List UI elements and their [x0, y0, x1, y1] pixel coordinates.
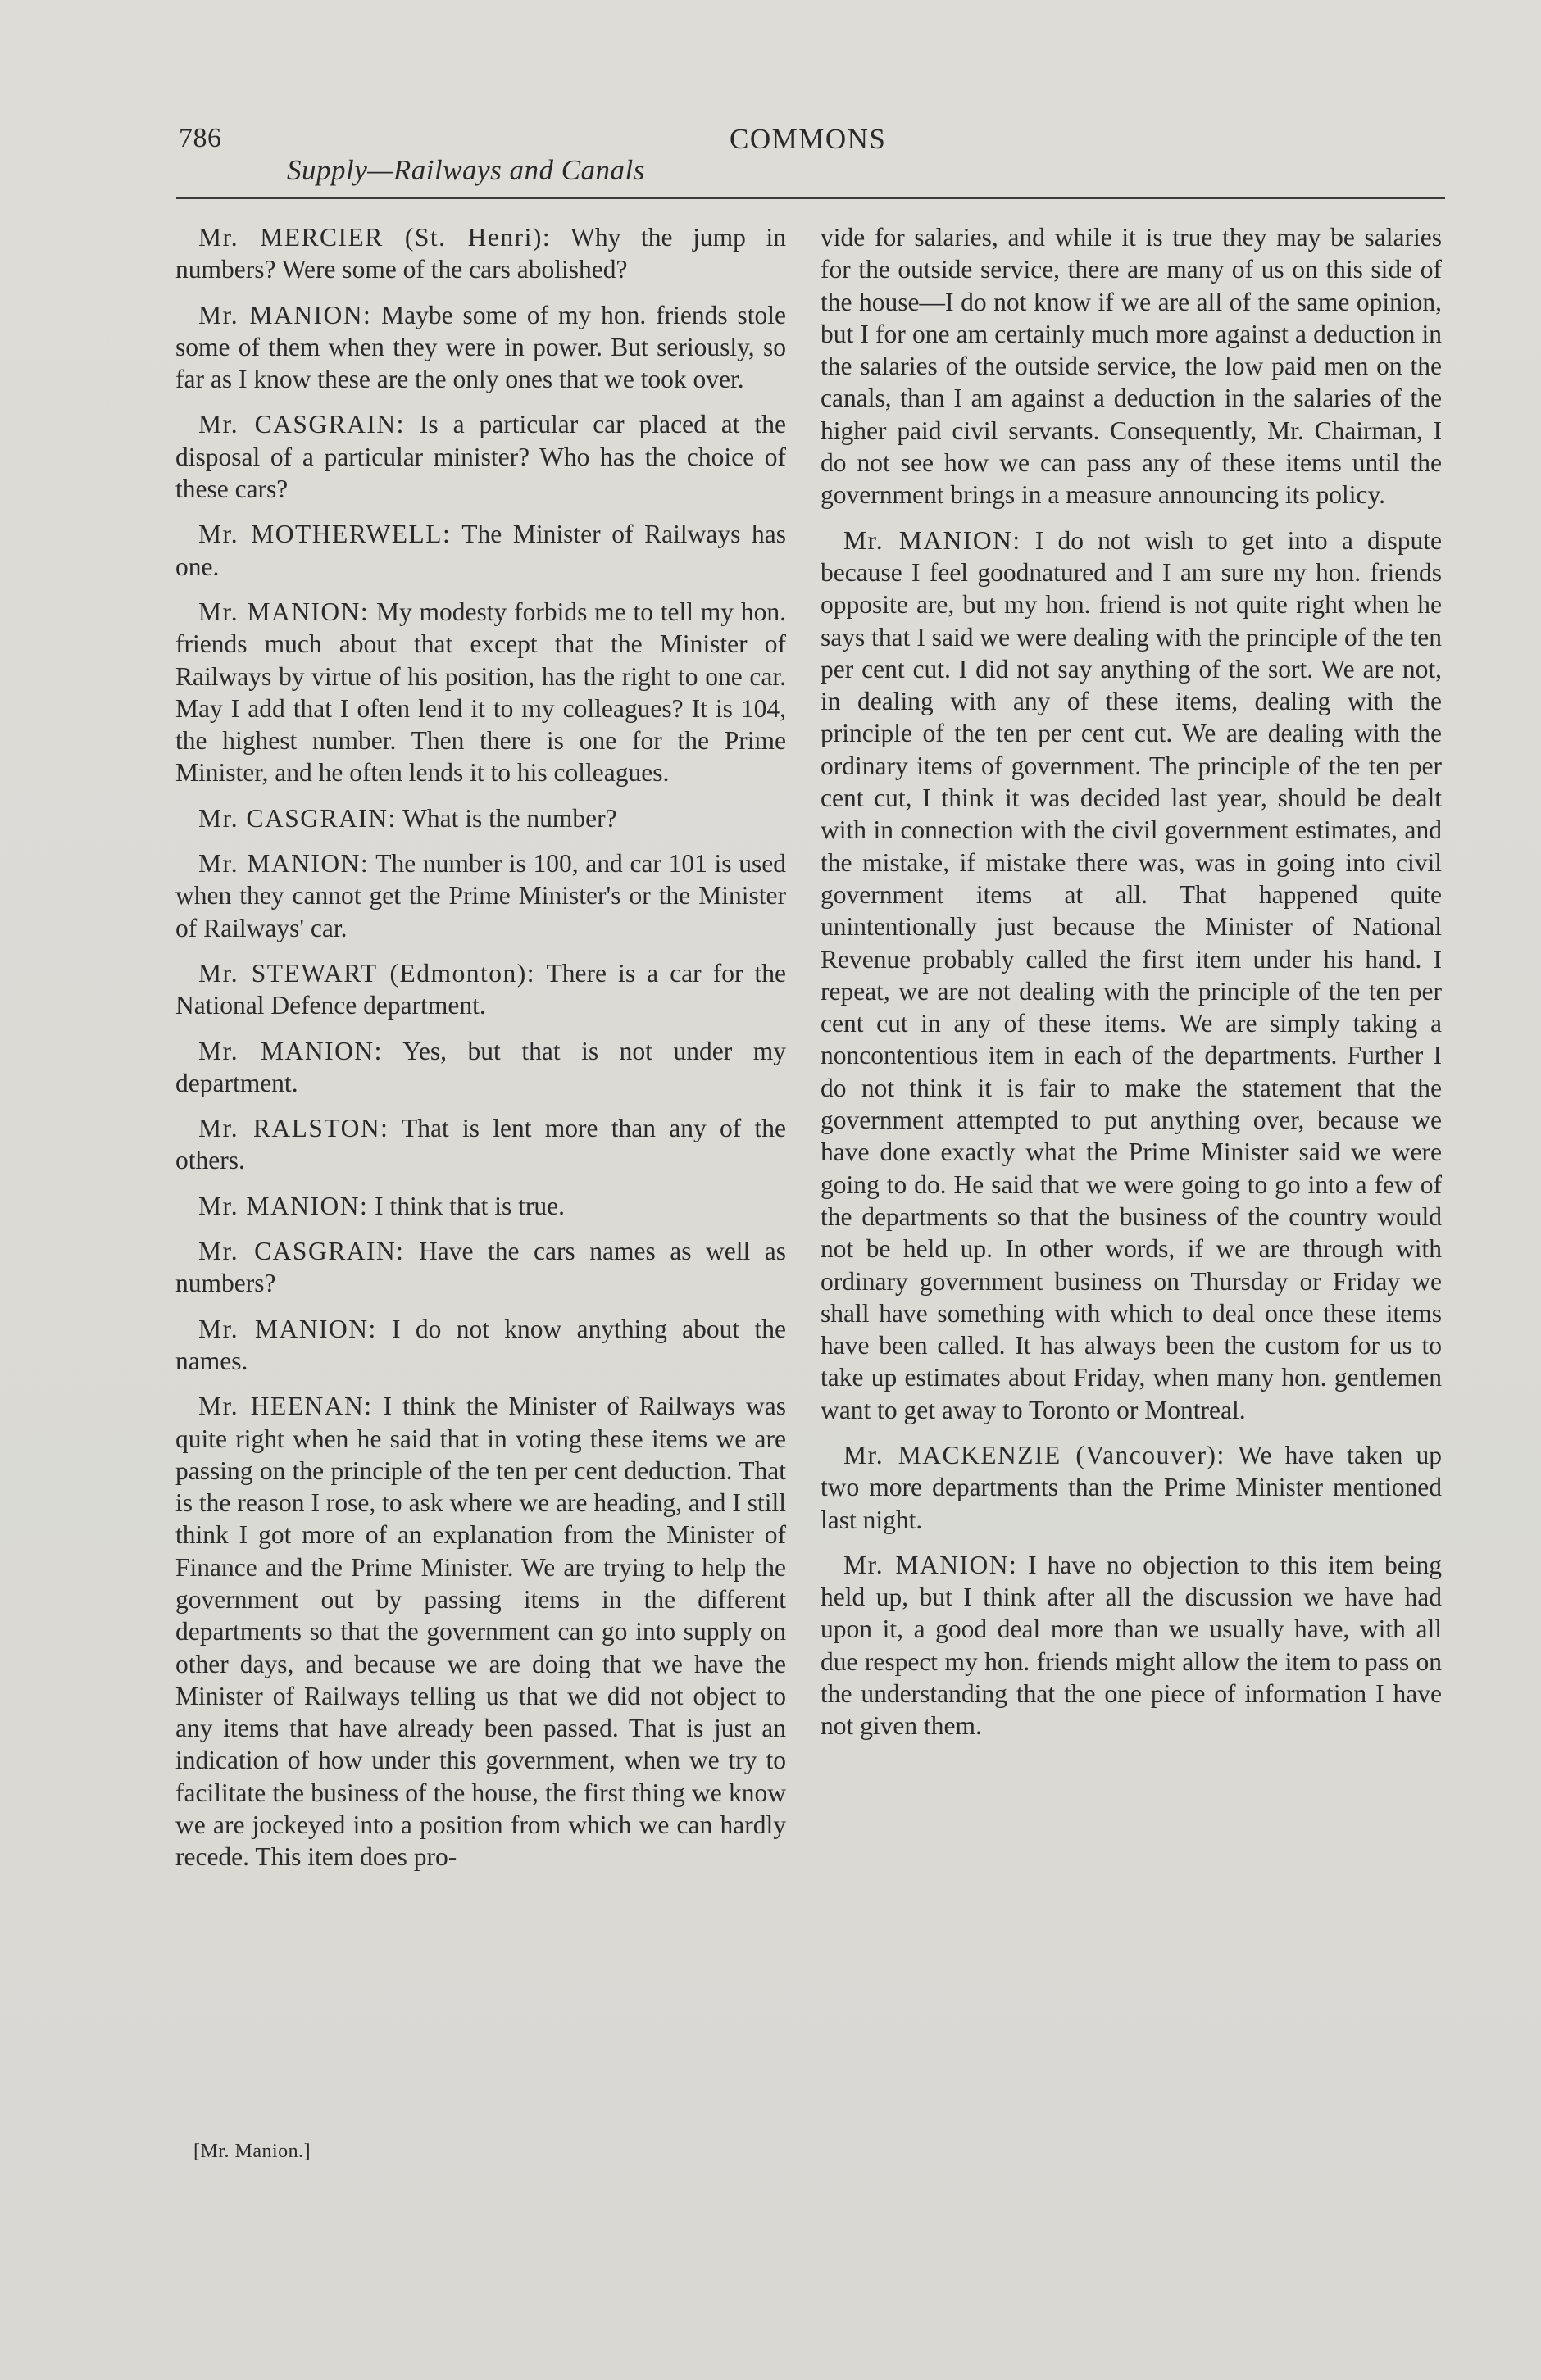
speech-paragraph [175, 1035, 786, 1100]
speech-text: My modesty forbids me to tell my hon. friends much about that except that the Minister of Railways by virtue of his position, has the right to one car. May I add that I often lend it to my colleagues? It is 104, the highest number. Then there is one for the Prime Minister, and he often lends it to his colleagues. [175, 597, 786, 788]
speaker-name: Mr. STEWART (Edmonton): [198, 958, 536, 988]
speech-paragraph [175, 1390, 786, 1873]
speech-text: Have the cars names as well as numbers? [175, 1237, 786, 1298]
speech-paragraph [175, 847, 786, 944]
speaker-name: Mr. MANION: [198, 1191, 369, 1220]
speaker-name: Mr. HEENAN: [198, 1392, 373, 1421]
speech-text: I have no objection to this item being held up, but I think after all the discussion we have had upon it, a good deal more than we usually have, with all due respect my hon. friends might allow the item to pass on the understanding that the one piece of information I have not given them. [821, 1550, 1442, 1741]
speaker-name: Mr. MANION: [843, 525, 1021, 555]
speaker-name: Mr. MACKENZIE (Vancouver): [843, 1440, 1225, 1469]
speech-text: I do not wish to get into a dispute because I feel goodnatured and I am sure my hon. friends opposite are, but my hon. friend is not quite right when he says that I said we were dealing with the principle of the ten per cent cut. I did not say anything of the sort. We are not, in dealing with any of these items, dealing with the principle of the ten per cent cut. We are dealing with the ordinary items of government. The principle of the ten per cent cut, I think it was decided last year, should be dealt with in connection with the civil government estimates, and the mistake, if mistake there was, was in going into civil government items at all. That happened quite unintentionally just because the Minister of National Revenue probably called the first item under his hand. I repeat, we are not dealing with the principle of the ten per cent cut in any of these items. We are simply taking a noncontentious item in each of the departments. Further I do not think it is fair to make the statement that the government attempted to put anything over, because we have done exactly what the Prime Minister said we were going to do. He said that we were going to go into a few of the departments so that the business of the country would not be held up. In other words, if we are through with ordinary government business on Thursday or Friday we shall have something with which to deal once these items have been called. It has always been the custom for us to take up estimates about Friday, when many hon. gentlemen want to get away to Toronto or Montreal. [821, 525, 1442, 1424]
speech-paragraph [175, 957, 786, 1022]
speaker-name: Mr. MANION: [198, 849, 370, 879]
speaker-name: Mr. MANION: [198, 300, 372, 329]
speech-text: There is a car for the National Defence department. [175, 958, 786, 1020]
speech-text: Why the jump in numbers? Were some of the cars abolished? [175, 223, 786, 284]
speech-paragraph [821, 525, 1442, 1426]
speech-paragraph [175, 802, 786, 834]
speaker-name: Mr. CASGRAIN: [198, 410, 405, 439]
speaker-name: Mr. MANION: [198, 597, 370, 626]
speech-paragraph [175, 1235, 786, 1300]
left-column [175, 221, 786, 1887]
speech-text: Maybe some of my hon. friends stole some of them when they were in power. But seriously, so far as I know these are the only ones that we took over. [175, 300, 786, 394]
speaker-name: Mr. MANION: [843, 1550, 1018, 1579]
running-head: COMMONS [730, 123, 887, 155]
right-column [821, 221, 1442, 1755]
speech-text: I do not know anything about the names. [175, 1314, 786, 1375]
speech-paragraph [175, 299, 786, 396]
speech-paragraph [821, 1439, 1442, 1536]
speech-paragraph [175, 518, 786, 583]
section-title: Supply—Railways and Canals [287, 154, 645, 186]
speech-paragraph [175, 1313, 786, 1378]
speech-paragraph [175, 1190, 786, 1222]
speaker-name: Mr. RALSTON: [198, 1114, 389, 1143]
speech-paragraph [175, 1112, 786, 1177]
speech-text: Yes, but that is not under my department. [175, 1036, 786, 1097]
speech-paragraph [175, 221, 786, 286]
speech-text: I think that is true. [368, 1191, 565, 1220]
speaker-name: Mr. MOTHERWELL: [198, 520, 452, 549]
footer-note: [Mr. Manion.] [193, 2141, 311, 2162]
speech-text: The number is 100, and car 101 is used when they cannot get the Prime Minister's or the Minister of Railways' car. [175, 849, 786, 942]
speaker-name: Mr. CASGRAIN: [198, 803, 397, 833]
speech-paragraph [821, 1549, 1442, 1742]
speaker-name: Mr. MERCIER (St. Henri): [198, 223, 552, 252]
speech-paragraph [175, 408, 786, 505]
header-rule [176, 197, 1445, 199]
speaker-name: Mr. MANION: [198, 1314, 377, 1343]
speech-paragraph [175, 596, 786, 789]
speech-text: I think the Minister of Railways was quite right when he said that in voting these items we are passing on the principle of the ten per cent deduction. That is the reason I rose, to ask where we are heading, and I still think I got more of an explanation from the Minister of Finance and the Prime Minister. We are trying to help the government out by passing items in the different departments so that the government can go into supply on other days, and because we are doing that we have the Minister of Railways telling us that we did not object to any items that have already been passed. That is just an indication of how under this government, when we try to facilitate the business of the house, the first thing we know we are jockeyed into a position from which we can hardly recede. This item does pro- [175, 1392, 786, 1872]
speech-paragraph [821, 221, 1442, 511]
speech-text: Is a particular car placed at the disposal of a particular minister? Who has the choice of these cars? [175, 410, 786, 504]
speaker-name: Mr. CASGRAIN: [198, 1237, 405, 1266]
speech-text: We have taken up two more departments than the Prime Minister mentioned last night. [821, 1440, 1442, 1534]
page-number: 786 [179, 123, 222, 153]
speech-text: vide for salaries, and while it is true they may be salaries for the outside service, there are many of us on this side of the house—I do not know if we are all of the same opinion, but I for one am certainly much more against a deduction in the salaries of the outside service, the low paid men on the canals, than I am against a deduction in the salaries of the higher paid civil servants. Consequently, Mr. Chairman, I do not see how we can pass any of these items until the government brings in a measure announcing its policy. [821, 223, 1442, 510]
speaker-name: Mr. MANION: [198, 1036, 383, 1065]
speech-text: The Minister of Railways has one. [175, 520, 786, 581]
speech-text: That is lent more than any of the others. [175, 1114, 787, 1175]
speech-text: What is the number? [396, 803, 617, 833]
